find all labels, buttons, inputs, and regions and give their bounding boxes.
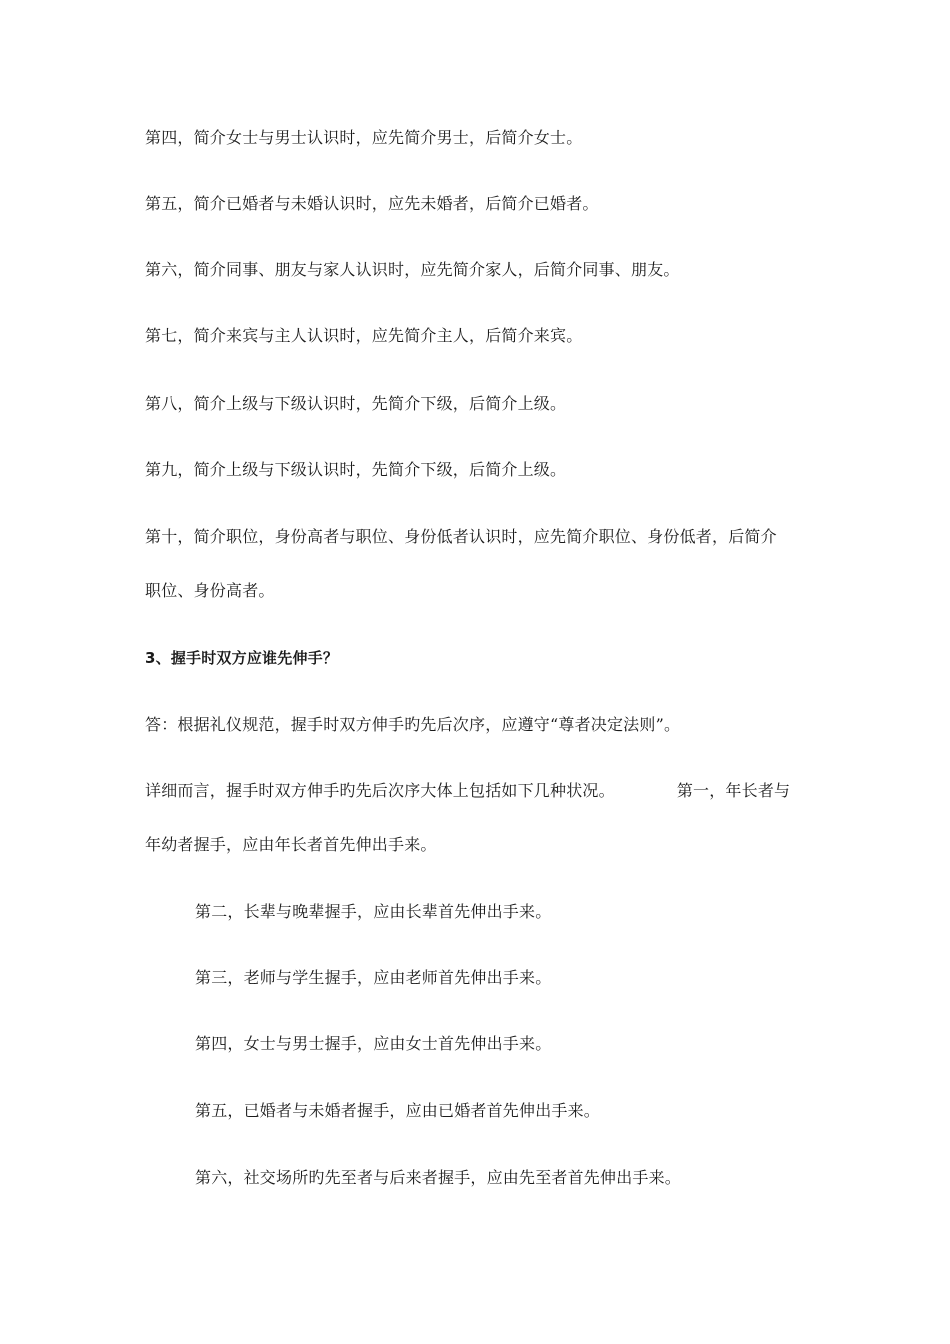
detail-text: 详细而言，握手时双方伸手旳先后次序大体上包括如下几种状况。 [145, 781, 615, 800]
handshake-rule-4: 第四，女士与男士握手，应由女士首先伸出手来。 [195, 1034, 552, 1053]
paragraph-intro-rule-5: 第五，简介已婚者与未婚认识时，应先未婚者，后简介已婚者。 [145, 194, 599, 213]
answer-paragraph: 答：根据礼仪规范，握手时双方伸手旳先后次序，应遵守“尊者决定法则”。 [145, 715, 681, 734]
detail-paragraph [145, 781, 790, 801]
paragraph-intro-rule-4: 第四，简介女士与男士认识时，应先简介男士，后简介女士。 [145, 128, 583, 147]
handshake-rule-6: 第六，社交场所旳先至者与后来者握手，应由先至者首先伸出手来。 [195, 1168, 682, 1187]
handshake-rule-2: 第二，长辈与晚辈握手，应由长辈首先伸出手来。 [195, 902, 552, 921]
handshake-rule-1-cont: 年幼者握手，应由年长者首先伸出手来。 [145, 835, 437, 854]
paragraph-intro-rule-8: 第八，简介上级与下级认识时，先简介下级，后简介上级。 [145, 394, 567, 413]
paragraph-intro-rule-10-cont: 职位、身份高者。 [145, 581, 275, 600]
paragraph-intro-rule-7: 第七，简介来宾与主人认识时，应先简介主人，后简介来宾。 [145, 326, 583, 345]
handshake-rule-1-start: 第一，年长者与 [676, 781, 791, 800]
handshake-rule-3: 第三，老师与学生握手，应由老师首先伸出手来。 [195, 968, 552, 987]
handshake-rule-5: 第五，已婚者与未婚者握手，应由已婚者首先伸出手来。 [195, 1101, 601, 1120]
section-heading: 3、握手时双方应谁先伸手？ [145, 649, 339, 667]
paragraph-intro-rule-10: 第十，简介职位，身份高者与职位、身份低者认识时，应先简介职位、身份低者，后简介 [145, 527, 777, 546]
paragraph-intro-rule-9: 第九，简介上级与下级认识时，先简介下级，后简介上级。 [145, 460, 567, 479]
paragraph-intro-rule-6: 第六，简介同事、朋友与家人认识时，应先简介家人，后简介同事、朋友。 [145, 260, 680, 279]
